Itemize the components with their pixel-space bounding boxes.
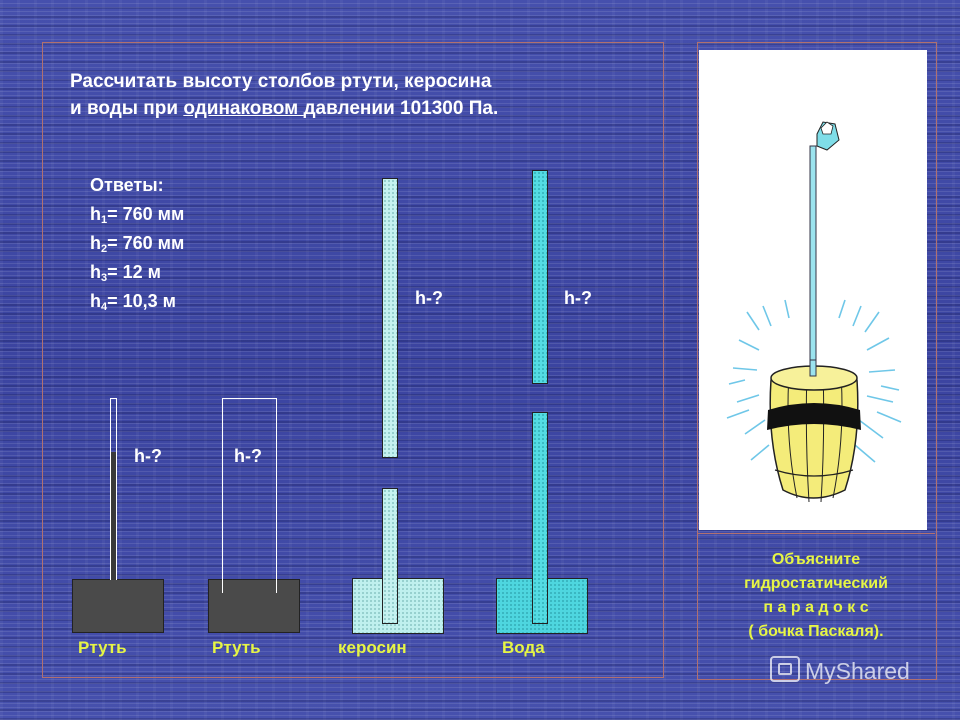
answer-subscript: 3 — [101, 272, 108, 284]
height-label-mercury-2: h-? — [234, 446, 262, 466]
answer-value: = 760 мм — [107, 233, 185, 253]
explain-line-4: ( бочка Паскаля). — [748, 623, 884, 640]
explain-line-1: Объясните — [771, 551, 861, 568]
answer-subscript: 1 — [101, 214, 108, 226]
task-line-2-start: и воды при — [70, 98, 184, 119]
answer-h2 — [90, 229, 184, 258]
answer-value: = 12 м — [107, 262, 161, 282]
explain-text — [700, 548, 932, 644]
answer-symbol: h — [90, 204, 101, 224]
answer-value: = 760 мм — [107, 204, 185, 224]
explain-line-2: гидростатический — [744, 575, 888, 592]
answer-value: = 10,3 м — [107, 291, 176, 311]
pascal-barrel-illustration — [699, 50, 927, 530]
kerosene-vessel — [352, 578, 444, 634]
watermark — [770, 656, 910, 685]
task-line-1: Рассчитать высоту столбов ртути, керосина — [70, 71, 492, 92]
task-line-2-end: давлении 101300 Па. — [303, 98, 499, 119]
height-label-mercury-1: h-? — [134, 446, 162, 466]
answer-symbol: h — [90, 233, 101, 253]
kerosene-tube-lower — [382, 488, 398, 624]
answer-h1 — [90, 200, 184, 229]
pascal-barrel-picture — [699, 50, 927, 530]
explain-line-3: п а р а д о к с — [763, 599, 869, 616]
mercury-column-1 — [111, 452, 116, 580]
water-tube-lower — [532, 412, 548, 624]
label-mercury-1: Ртуть — [78, 638, 127, 657]
answer-h4 — [90, 287, 184, 316]
label-kerosene: керосин — [338, 638, 407, 657]
answers-title: Ответы: — [90, 175, 164, 195]
label-mercury-2: Ртуть — [212, 638, 261, 657]
height-label-kerosene: h-? — [415, 288, 443, 308]
height-label-water: h-? — [564, 288, 592, 308]
task-underlined-word: одинаковом — [183, 98, 304, 119]
mercury-vessel-1 — [72, 579, 164, 633]
answer-symbol: h — [90, 291, 101, 311]
answer-h3 — [90, 258, 184, 287]
answer-subscript: 4 — [101, 301, 108, 313]
task-line-2 — [70, 95, 650, 122]
answer-symbol: h — [90, 262, 101, 282]
mercury-tube-2 — [222, 398, 277, 593]
right-panel-divider — [697, 533, 935, 534]
watermark-text: MyShared — [805, 658, 910, 684]
answers-block — [90, 171, 184, 316]
watermark-logo-icon — [770, 656, 800, 682]
kerosene-tube-upper — [382, 178, 398, 458]
answer-subscript: 2 — [101, 243, 108, 255]
label-water: Вода — [502, 638, 545, 657]
task-text — [70, 68, 650, 122]
water-tube-upper — [532, 170, 548, 384]
